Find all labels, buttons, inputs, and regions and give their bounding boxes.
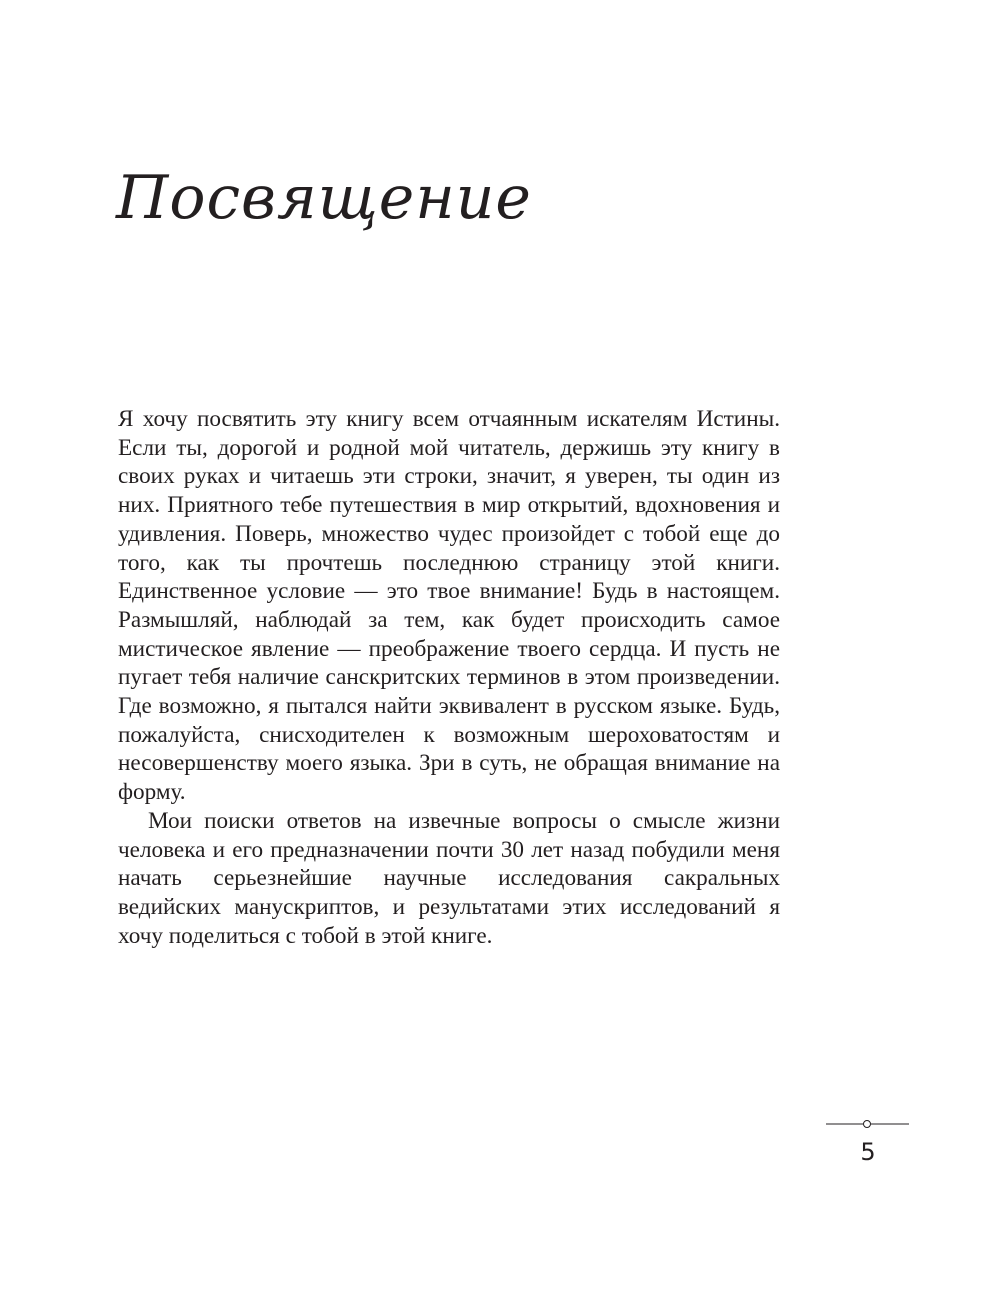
page-number: 5 <box>860 1138 876 1166</box>
paragraph: Я хочу посвятить эту книгу всем отчаянным искателям Истины. Если ты, дорогой и родной мой читатель, держишь эту книгу в своих руках и читаешь эти строки, значит, я уверен, ты один из них. Приятного тебе путешествия в мир открытий, вдохновения и удивления. Поверь, множество чудес произойдет с тобой еще до того, как ты прочтешь последнюю страницу этой книги. Единственное условие — это твое внимание! Будь в настоящем. Размышляй, наблюдай за тем, как будет происходить самое мистическое явление — преображение твоего сердца. И пусть не пугает тебя наличие санскритских терминов в этом произведении. Где возможно, я пытался найти эквивалент в русском языке. Будь, пожалуйста, снисходителен к возможным шероховатостям и несовершенству моего языка. Зри в суть, не обращая внимание на форму. <box>118 406 780 806</box>
body-text <box>118 405 780 950</box>
paragraph: Мои поиски ответов на извечные вопросы о смысле жизни человека и его предназначении почти 30 лет назад побудили меня начать серьезнейшие научные исследования сакральных ведийских манускриптов, и результатами этих исследований я хочу поделиться с тобой в этой книге. <box>118 807 780 949</box>
folio-ornament-rule <box>826 1118 909 1132</box>
chapter-title: Посвящение <box>116 163 532 233</box>
